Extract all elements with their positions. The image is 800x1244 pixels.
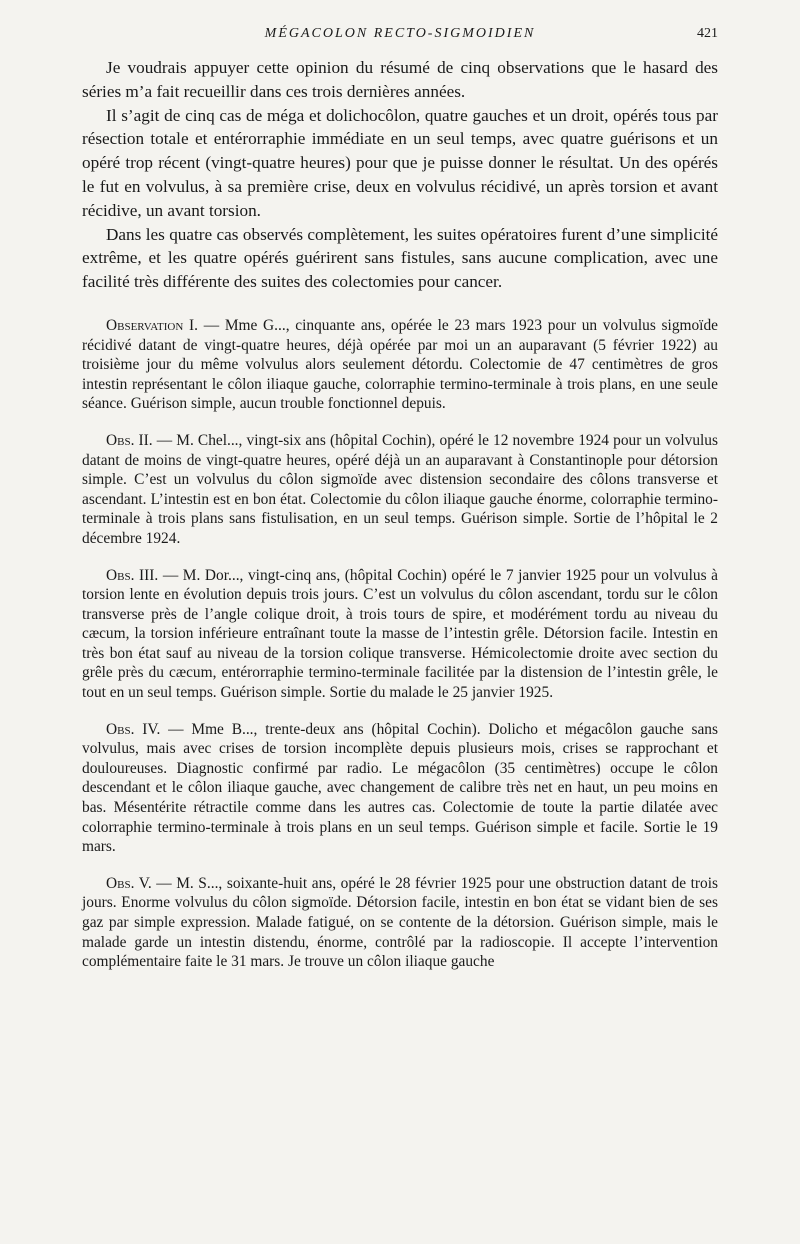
observation-label: Obs. IV. <box>106 720 161 738</box>
observation-4 <box>82 720 718 857</box>
observation-text: — Mme G..., cinquante ans, opérée le 23 mars 1923 pour un volvulus sigmoïde récidivé datant de vingt-quatre heures, déjà opérée par moi un an auparavant (5 février 1922) au troisième jour du même volvulus alors seulement détordu. Colectomie de 47 centimètres de gros intestin représentant le côlon iliaque gauche, colorraphie termino-terminale à trois plans, en une seule séance. Guérison simple, aucun trouble fonctionnel depuis. <box>82 316 718 413</box>
observation-2 <box>82 431 718 549</box>
intro-paragraph: Il s’agit de cinq cas de méga et dolichocôlon, quatre gauches et un droit, opérés tous par résection totale et entérorraphie immédiate en un seul temps, avec quatre guérisons et un opéré trop récent (vingt-quatre heures) pour que je puisse donner le résultat. Un des opérés le fut en volvulus, à sa première crise, deux en volvulus récidivé, un après torsion et avant récidive, un avant torsion. <box>82 105 718 220</box>
observation-label: Observation I. <box>106 316 198 334</box>
page-header <box>82 26 718 56</box>
observation-1 <box>82 316 718 414</box>
observation-label: Obs. V. <box>106 874 152 892</box>
observation-text: — Mme B..., trente-deux ans (hôpital Cochin). Dolicho et mégacôlon gauche sans volvulus, mais avec crises de torsion incomplète depuis plusieurs mois, crises se rapprochant et douloureuses. Diagnostic confirmé par radio. Le mégacôlon (35 centimètres) occupe le côlon descendant et le côlon iliaque gauche, avec changement de calibre très net en haut, un peu moins en bas. Mésentérite rétractile comme dans les autres cas. Colectomie de toute la partie dilatée avec colorraphie termino-terminale à trois plans en un seul temps. Guérison simple et facile. Sortie le 19 mars. <box>82 720 718 856</box>
intro-paragraph: Je voudrais appuyer cette opinion du résumé de cinq observations que le hasard des séries m’a fait recueillir dans ces trois dernières années. <box>82 58 718 101</box>
page-number: 421 <box>697 26 718 41</box>
observation-text: — M. Chel..., vingt-six ans (hôpital Cochin), opéré le 12 novembre 1924 pour un volvulus datant de moins de vingt-quatre heures, opéré déjà un an auparavant à Constantinople pour détorsion simple. C’est un volvulus du côlon sigmoïde avec distension secondaire des côlons transverse et ascendant. L’intestin est en bon état. Colectomie du côlon iliaque gauche énorme, colorraphie termino-terminale à trois plans sans fistulisation, en un seul temps. Guérison simple. Sortie de l’hôpital le 2 décembre 1924. <box>82 431 718 547</box>
observation-3 <box>82 566 718 703</box>
intro-paragraph: Dans les quatre cas observés complètement, les suites opératoires furent d’une simplicité extrême, et les quatre opérés guérirent sans fistules, sans aucune complication, avec une facilité très différente des suites des colectomies pour cancer. <box>82 224 718 292</box>
observations-section <box>82 316 718 972</box>
running-title: MÉGACOLON RECTO-SIGMOIDIEN <box>264 26 536 41</box>
observation-5 <box>82 874 718 972</box>
observation-label: Obs. III. <box>106 566 159 584</box>
observation-text: — M. Dor..., vingt-cinq ans, (hôpital Cochin) opéré le 7 janvier 1925 pour un volvulus à torsion lente en évolution depuis trois jours. C’est un volvulus du côlon ascendant, tordu sur le côlon transverse près de l’angle colique droit, à trois tours de spire, et modérément tordu au niveau du cæcum, la torsion inférieure entraînant toute la masse de l’intestin grêle. Détorsion facile. Intestin en très bon état sauf au niveau de la torsion colique transverse. Hémicolectomie droite avec section du grêle près du cæcum, entérorraphie termino-terminale facilitée par la distension de l’intestin grêle, le tout en un seul temps. Guérison simple. Sortie du malade le 25 janvier 1925. <box>82 566 718 702</box>
observation-text: — M. S..., soixante-huit ans, opéré le 28 février 1925 pour une obstruction datant de trois jours. Enorme volvulus du côlon sigmoïde. Détorsion facile, intestin en bon état se vidant bien de ses gaz par simple expression. Malade fatigué, on se contente de la détorsion. Guérison simple, mais le malade garde un intestin distendu, énorme, contrôlé par la radioscopie. Il accepte l’intervention complémentaire faite le 31 mars. Je trouve un côlon iliaque gauche <box>82 874 718 971</box>
intro-section <box>82 56 718 294</box>
observation-label: Obs. II. <box>106 431 153 449</box>
